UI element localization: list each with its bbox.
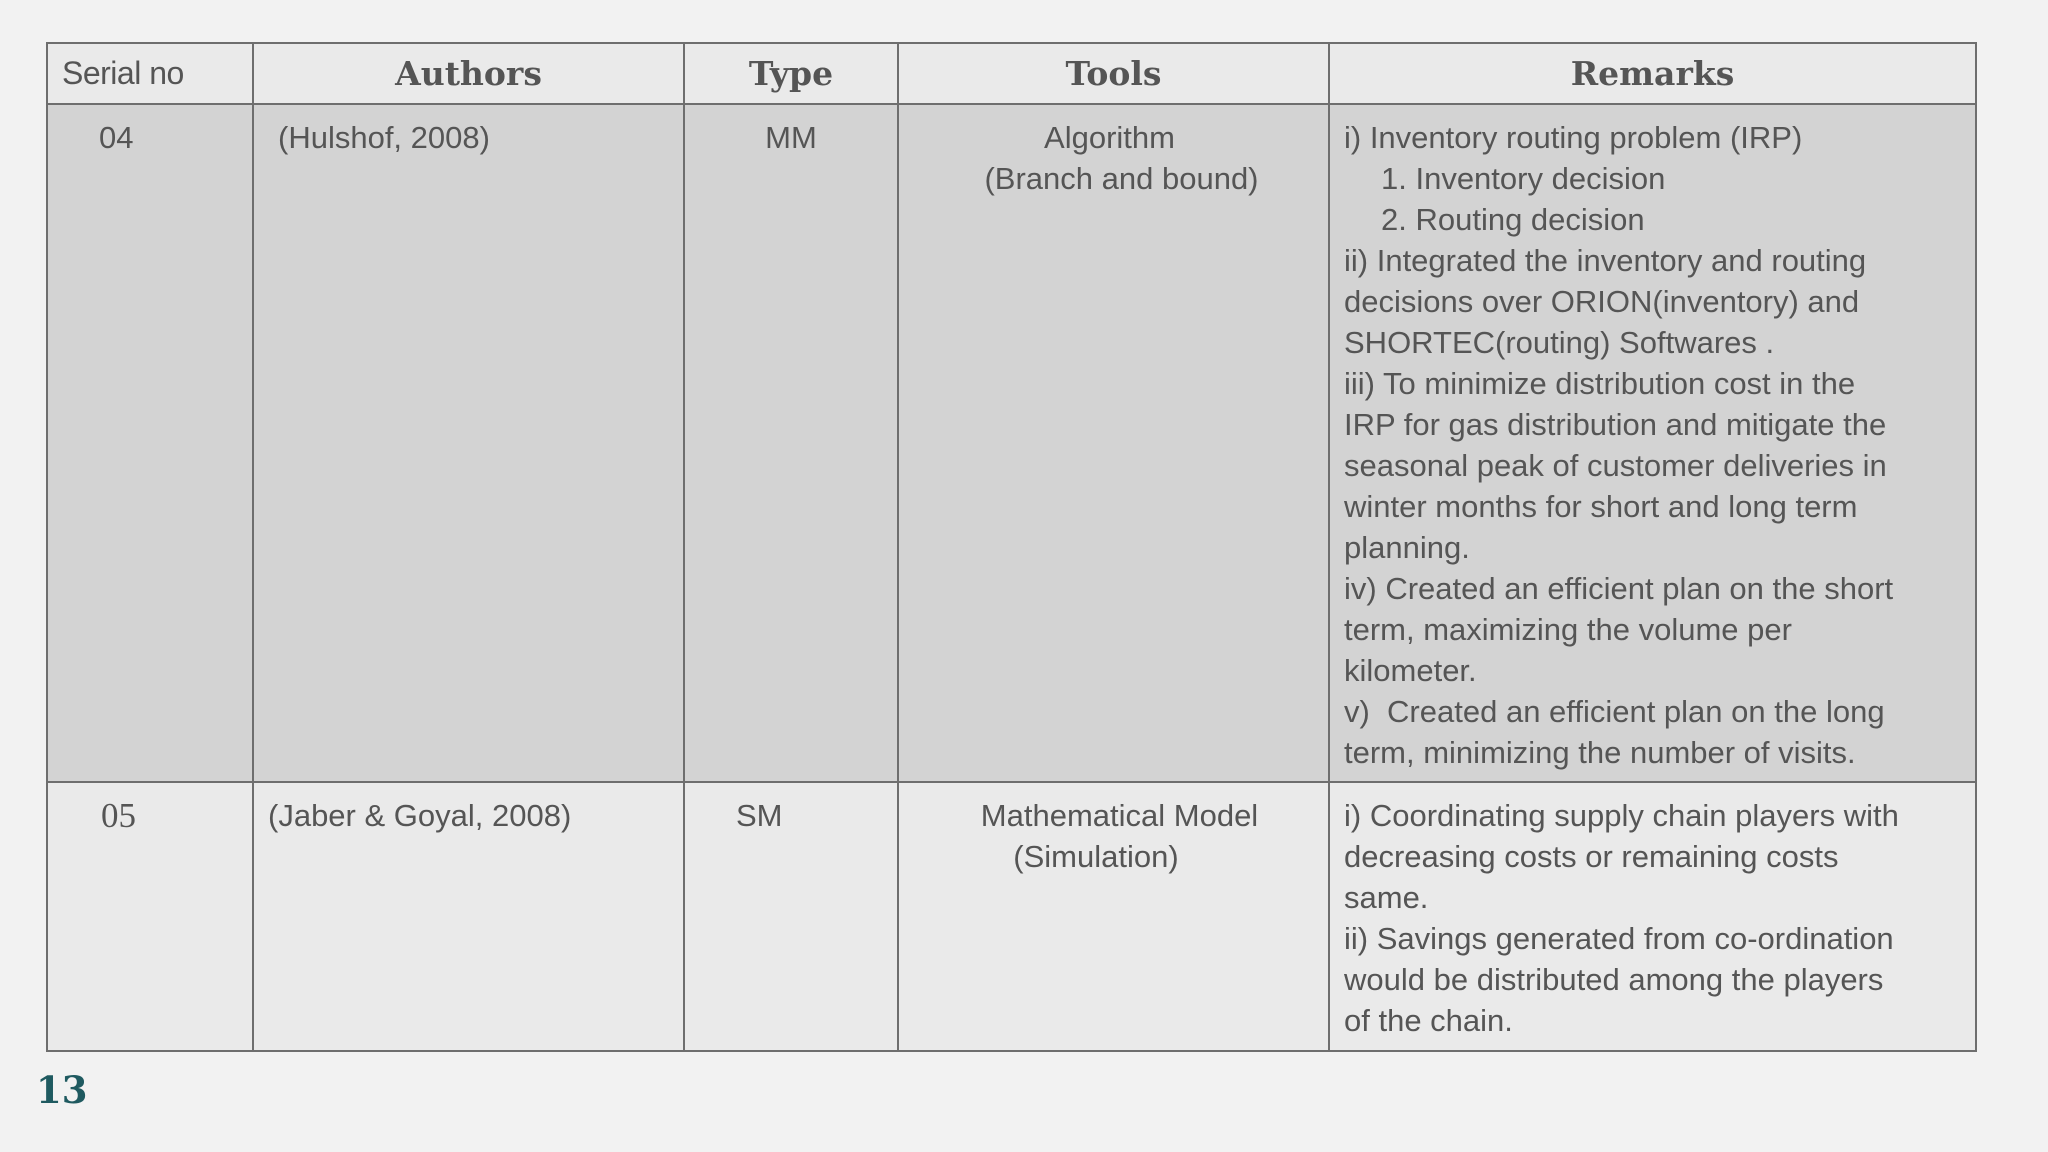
header-tools: Tools bbox=[898, 43, 1329, 104]
remark-line: decisions over ORION(inventory) and bbox=[1344, 284, 1860, 319]
header-serial-no: Serial no bbox=[47, 43, 253, 104]
remark-line: 1. Inventory decision bbox=[1381, 161, 1666, 196]
remark-line: planning. bbox=[1344, 530, 1470, 565]
remark-line: term, minimizing the number of visits. bbox=[1344, 735, 1856, 770]
tools-line: Mathematical Model bbox=[980, 798, 1259, 833]
remark-line: of the chain. bbox=[1344, 1003, 1513, 1038]
serial-cell: 04 bbox=[47, 104, 253, 782]
type-cell: SM bbox=[684, 782, 898, 1051]
remarks-cell bbox=[1329, 104, 1976, 782]
header-authors: Authors bbox=[253, 43, 684, 104]
tools-line: Algorithm bbox=[1044, 120, 1175, 155]
remark-line: iii) To minimize distribution cost in the bbox=[1344, 366, 1856, 401]
remark-line: kilometer. bbox=[1344, 653, 1477, 688]
remark-line: v) Created an efficient plan on the long bbox=[1344, 694, 1885, 729]
table-row bbox=[47, 104, 1976, 782]
remarks-cell bbox=[1329, 782, 1976, 1051]
serial-cell: 05 bbox=[47, 782, 253, 1051]
table-header-row bbox=[47, 43, 1976, 104]
remark-line: same. bbox=[1344, 880, 1429, 915]
page-number: 13 bbox=[36, 1068, 88, 1112]
remark-line: IRP for gas distribution and mitigate the bbox=[1344, 407, 1887, 442]
remark-line: i) Inventory routing problem (IRP) bbox=[1344, 120, 1803, 155]
authors-cell: (Hulshof, 2008) bbox=[253, 104, 684, 782]
remark-line: ii) Integrated the inventory and routing bbox=[1344, 243, 1867, 278]
remark-line: SHORTEC(routing) Softwares . bbox=[1344, 325, 1775, 360]
type-cell: MM bbox=[684, 104, 898, 782]
tools-cell bbox=[898, 104, 1329, 782]
remark-line: iv) Created an efficient plan on the short bbox=[1344, 571, 1894, 606]
remark-line: term, maximizing the volume per bbox=[1344, 612, 1792, 647]
tools-cell bbox=[898, 782, 1329, 1051]
remark-line: ii) Savings generated from co-ordination bbox=[1344, 921, 1894, 956]
remark-line: decreasing costs or remaining costs bbox=[1344, 839, 1839, 874]
remark-line: i) Coordinating supply chain players with bbox=[1344, 798, 1899, 833]
remark-line: winter months for short and long term bbox=[1344, 489, 1858, 524]
header-remarks: Remarks bbox=[1329, 43, 1976, 104]
literature-table bbox=[46, 42, 1977, 1052]
tools-line: (Simulation) bbox=[1013, 839, 1179, 874]
remark-line: seasonal peak of customer deliveries in bbox=[1344, 448, 1887, 483]
tools-line: (Branch and bound) bbox=[984, 161, 1259, 196]
remark-line: would be distributed among the players bbox=[1344, 962, 1884, 997]
remark-line: 2. Routing decision bbox=[1381, 202, 1645, 237]
header-type: Type bbox=[684, 43, 898, 104]
table-row bbox=[47, 782, 1976, 1051]
authors-cell: (Jaber & Goyal, 2008) bbox=[253, 782, 684, 1051]
